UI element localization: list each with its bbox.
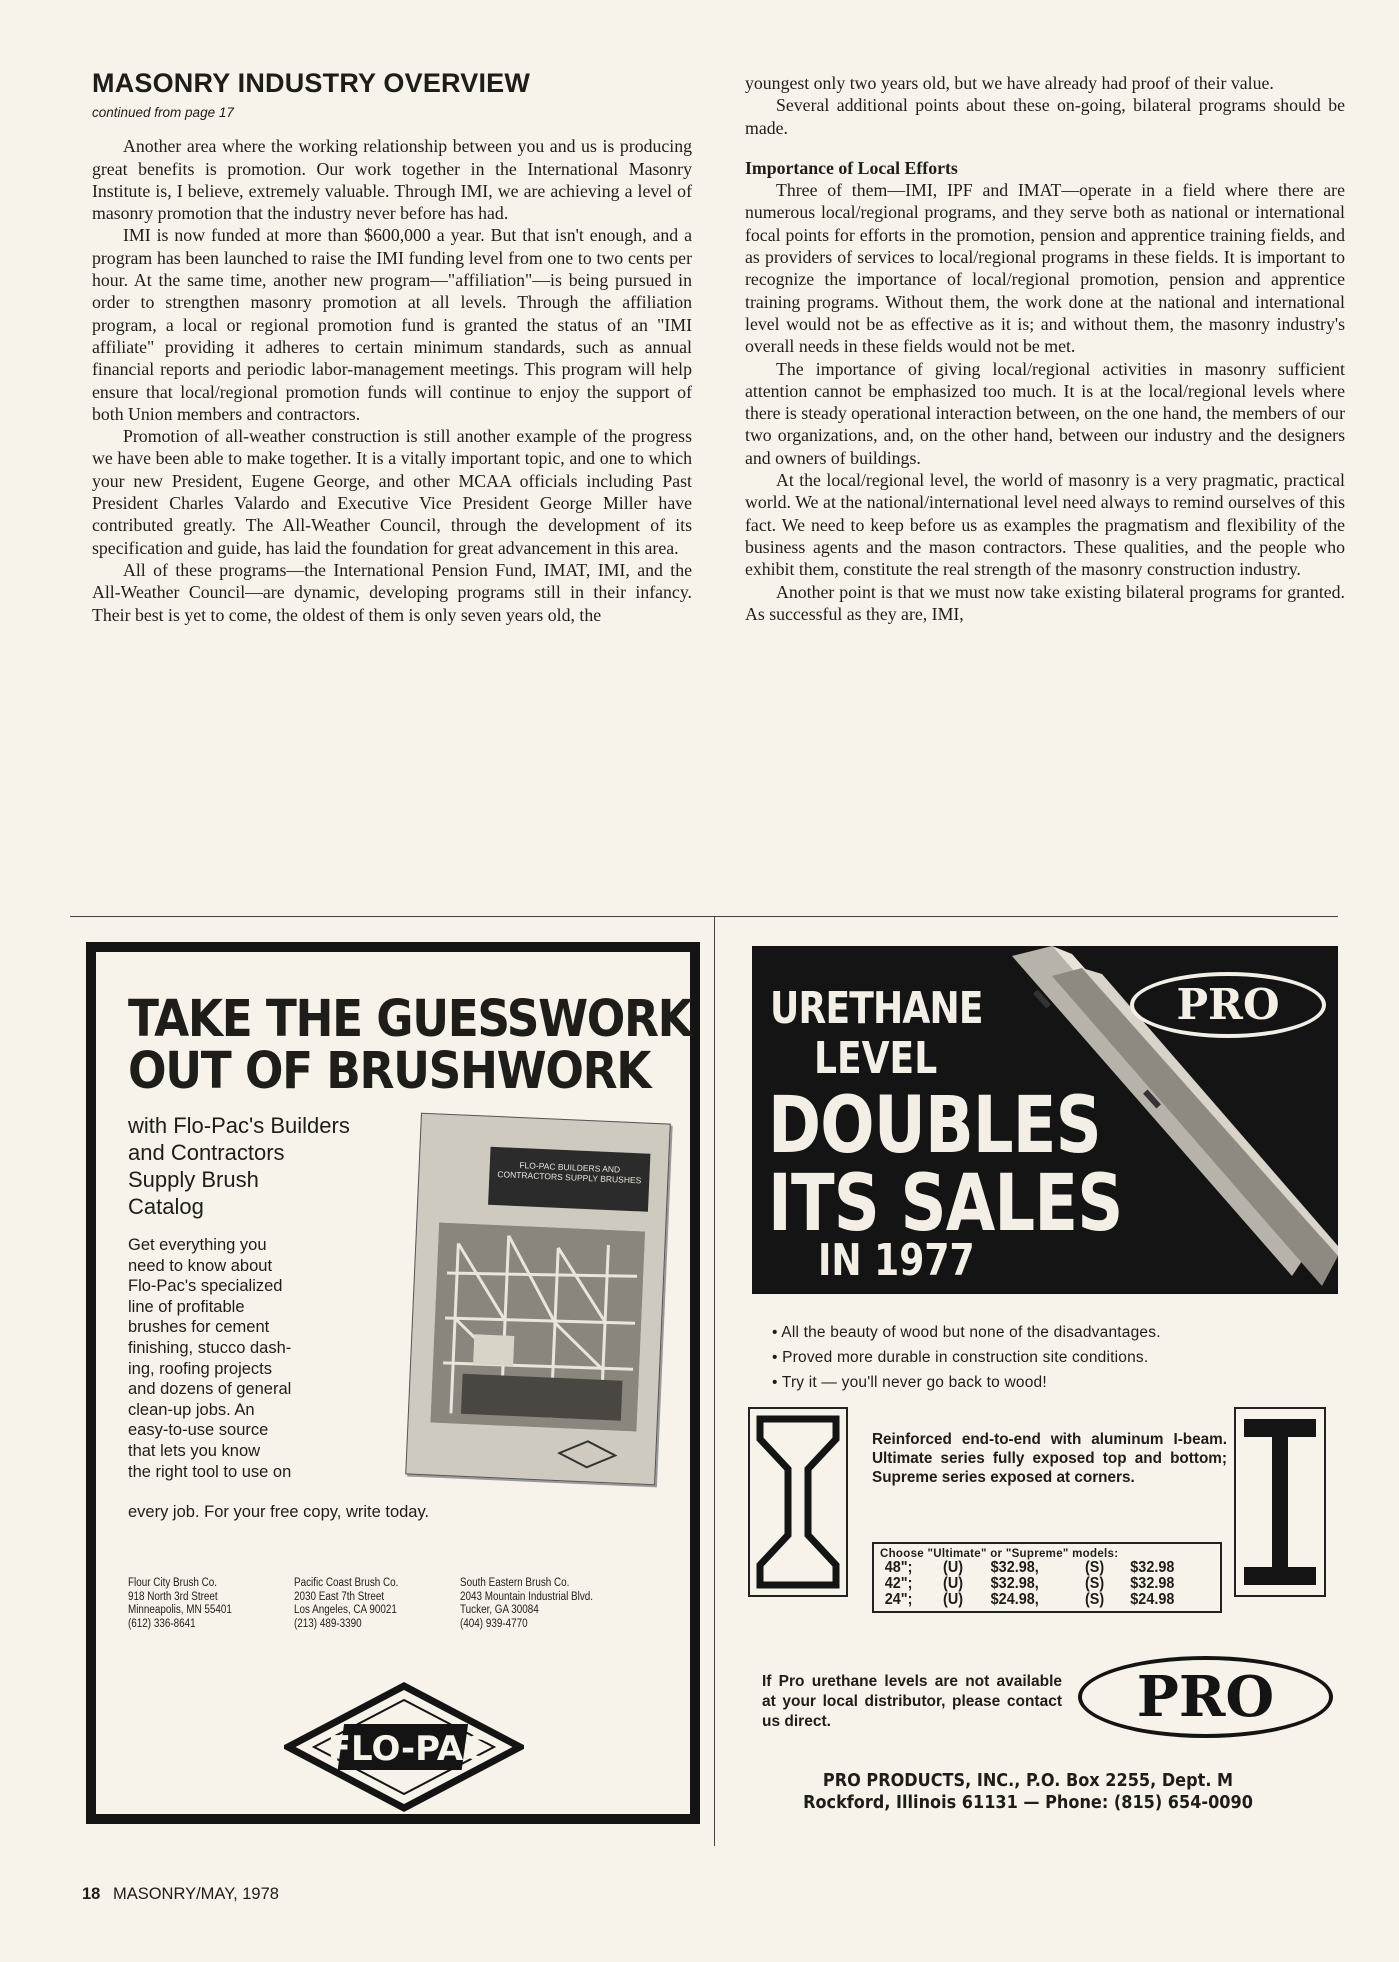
horizontal-divider — [70, 916, 1338, 917]
price-row — [880, 1592, 1214, 1608]
distributor-city: Tucker, GA 30084 — [460, 1604, 539, 1616]
pro-address — [770, 1770, 1285, 1814]
article-paragraph: Promotion of all-weather construction is still another example of the progress we have been able to make together. It is a vitally important topic, and one to which your new President, Eugene George, and other MCAA officials including Past President Charles Valardo and Executive Vice President George Miller have contributed greatly. The All-Weather Council, through the development of its specification and guide, has laid the foundation for great advancement in this area. — [92, 426, 692, 558]
pro-headline-urethane: URETHANE — [770, 983, 983, 1034]
distributor-address — [128, 1577, 279, 1631]
distributor-name: South Eastern Brush Co. — [460, 1577, 570, 1589]
price-supreme-code: (S) — [1084, 1559, 1105, 1576]
publication-info: MASONRY/MAY, 1978 — [112, 1885, 279, 1903]
flopac-body-line: and dozens of general — [128, 1380, 292, 1399]
page-number: 18 — [82, 1885, 101, 1903]
pro-hero-panel — [752, 946, 1338, 1294]
flopac-sub-line: Supply Brush — [128, 1167, 259, 1192]
article-paragraph: Several additional points about these on-going, bilateral programs should be made. — [745, 95, 1345, 138]
distributor-phone: (612) 336-8641 — [128, 1617, 196, 1630]
pro-headline-year: IN 1977 — [818, 1235, 975, 1286]
supreme-beam-diagram — [748, 1407, 848, 1597]
pro-headline-its-sales: ITS SALES — [768, 1159, 1123, 1249]
pro-benefit-item: • Proved more durable in construction site conditions. — [772, 1349, 1149, 1366]
price-supreme: $32.98 — [1130, 1575, 1175, 1592]
price-size: 42"; — [884, 1575, 913, 1592]
distributor-city: Minneapolis, MN 55401 — [128, 1604, 232, 1616]
flopac-body-text — [128, 1235, 358, 1482]
pro-headline-level: LEVEL — [814, 1033, 938, 1084]
article-paragraph: The importance of giving local/regional activities in masonry sufficient attention cannot be emphasized too much. It is at the local/regional levels where there is steady operational interaction between, on the one hand, the members of our two organizations, and, on the other hand, between our industry and the designers and owners of buildings. — [745, 358, 1345, 468]
flopac-headline-line: OUT OF BRUSHWORK — [128, 1042, 651, 1101]
price-supreme: $32.98 — [1130, 1559, 1175, 1576]
price-size: 24"; — [884, 1591, 913, 1608]
flopac-body-line: finishing, stucco dash- — [128, 1338, 292, 1357]
article-left-column — [92, 68, 692, 626]
distributor-street: 2030 East 7th Street — [294, 1590, 385, 1603]
catalog-cover-image — [405, 1113, 671, 1486]
price-ultimate: $24.98, — [990, 1591, 1039, 1608]
catalog-cover-title: FLO-PAC BUILDERS AND CONTRACTORS SUPPLY BRUSHES — [488, 1147, 650, 1212]
price-ultimate-code: (U) — [943, 1559, 964, 1576]
price-ultimate-code: (U) — [943, 1591, 964, 1608]
price-ultimate: $32.98, — [990, 1559, 1039, 1576]
distributor-street: 918 North 3rd Street — [128, 1590, 218, 1603]
flopac-body-line: that lets you know — [128, 1441, 261, 1460]
flopac-body-line: ing, roofing projects — [128, 1359, 272, 1378]
ultimate-i-beam-icon — [1236, 1409, 1324, 1595]
flopac-body-line: the right tool to use on — [128, 1462, 292, 1481]
pro-products-advertisement — [748, 942, 1340, 1842]
article-paragraph: Three of them—IMI, IPF and IMAT—operate in a field where there are numerous local/regional programs, and they serve both as national or international focal points for efforts in the promotion, pension and apprentice training fields, and as providers of services to local/regional programs in these fields. It is important to recognize the importance of local/regional promotion, pension and apprentice training programs. Without them, the work done at the national and international level would not be as effective as it is; and without them, the masonry industry's overall needs in these fields would not be met. — [745, 180, 1345, 357]
price-size: 48"; — [884, 1559, 913, 1576]
price-supreme: $24.98 — [1130, 1591, 1175, 1608]
pro-contact-text: If Pro urethane levels are not available at your local distributor, please contact us direct. — [762, 1673, 1062, 1730]
page-footer — [82, 1885, 279, 1904]
ultimate-beam-diagram — [1234, 1407, 1326, 1597]
flopac-headline — [128, 990, 692, 1101]
article-paragraph: At the local/regional level, the world of masonry is a very pragmatic, practical world. We at the national/international level need always to remind ourselves of this fact. We need to keep before us as examples the pragmatism and flexibility of the business agents and the mason contractors. These qualities, and the people who exhibit them, constitute the real strength of the masonry construction industry. — [745, 470, 1345, 580]
flopac-subheading — [128, 1112, 428, 1220]
flopac-headline-line: TAKE THE GUESSWORK — [128, 990, 692, 1049]
distributor-street: 2043 Mountain Industrial Blvd. — [460, 1590, 594, 1603]
model-price-table — [872, 1542, 1222, 1613]
flopac-body-line: need to know about — [128, 1256, 273, 1275]
flopac-body-tail: every job. For your free copy, write today. — [128, 1503, 430, 1521]
article-subhead: Importance of Local Efforts — [745, 157, 958, 178]
price-row — [880, 1576, 1214, 1592]
distributor-name: Pacific Coast Brush Co. — [294, 1577, 399, 1589]
flopac-body-line: clean-up jobs. An — [128, 1400, 255, 1419]
pro-badge-logo: PRO — [1130, 972, 1326, 1038]
flopac-sub-line: and Contractors — [128, 1140, 285, 1165]
pro-oval-logo: PRO — [1078, 1656, 1333, 1738]
pro-address-line: Rockford, Illinois 61131 — Phone: (815) 654-0090 — [803, 1793, 1253, 1813]
continued-note: continued from page 17 — [92, 105, 234, 120]
flopac-sub-line: with Flo-Pac's Builders — [128, 1113, 350, 1138]
article-paragraph: Another point is that we must now take existing bilateral programs for granted. As successful as they are, IMI, — [745, 581, 1345, 624]
distributor-phone: (404) 939-4770 — [460, 1617, 528, 1630]
price-supreme-code: (S) — [1084, 1575, 1105, 1592]
price-ultimate: $32.98, — [990, 1575, 1039, 1592]
price-supreme-code: (S) — [1084, 1591, 1105, 1608]
flopac-body-line: brushes for cement — [128, 1318, 270, 1337]
flopac-body-line: Get everything you — [128, 1236, 267, 1254]
pro-benefit-item: • All the beauty of wood but none of the disadvantages. — [772, 1324, 1161, 1341]
flopac-body-line: easy-to-use source — [128, 1421, 269, 1440]
price-ultimate-code: (U) — [943, 1575, 964, 1592]
flopac-body-line: line of profitable — [128, 1297, 245, 1316]
pro-benefit-item: • Try it — you'll never go back to wood! — [772, 1374, 1047, 1391]
article-headline: MASONRY INDUSTRY OVERVIEW — [92, 68, 531, 98]
catalog-logo-icon — [557, 1438, 618, 1471]
distributor-city: Los Angeles, CA 90021 — [294, 1604, 397, 1616]
distributor-address — [460, 1577, 632, 1631]
scaffold-illustration-icon — [431, 1223, 646, 1432]
vertical-divider — [714, 916, 715, 1846]
article-paragraph: IMI is now funded at more than $600,000 a year. But that isn't enough, and a program has been launched to raise the IMI funding level from one to two cents per hour. At the same time, another new program—"affiliation"—is being pursued in order to strengthen masonry promotion at all levels. Through the affiliation program, a local or regional promotion fund is granted the status of an "IMI affiliate" providing it adheres to certain minimum standards, such as annual financial reports and periodic labor-management meetings. This program will help ensure that local/regional promotion funds will continue to enjoy the support of both Union members and contractors. — [92, 225, 692, 424]
pro-address-line: PRO PRODUCTS, INC., P.O. Box 2255, Dept. M — [822, 1771, 1234, 1791]
article-right-column — [745, 72, 1345, 625]
pro-benefit-list — [772, 1320, 1161, 1395]
distributor-address — [294, 1577, 445, 1631]
article-paragraph: All of these programs—the International Pension Fund, IMAT, IMI, and the All-Weather Council—are dynamic, developing programs still in their infancy. Their best is yet to come, the oldest of them is only seven years old, the — [92, 559, 692, 625]
flopac-body-line: Flo-Pac's specialized — [128, 1277, 283, 1296]
pro-headline-doubles: DOUBLES — [768, 1081, 1101, 1171]
reinforced-description: Reinforced end-to-end with aluminum I-beam. Ultimate series fully exposed top and bottom; Supreme series exposed at corners. — [872, 1431, 1227, 1486]
article-paragraph: Another area where the working relationship between you and us is producing great benefits is promotion. Our work together in the International Masonry Institute is, I believe, extremely valuable. Through IMI, we are achieving a level of masonry promotion that the industry never before has had. — [92, 136, 692, 224]
flopac-advertisement — [86, 942, 700, 1824]
supreme-i-beam-icon — [750, 1409, 846, 1595]
price-table-caption: Choose "Ultimate" or "Supreme" models: — [880, 1548, 1119, 1560]
flopac-logo-text: FLO-PAC — [327, 1729, 489, 1769]
price-row — [880, 1560, 1214, 1576]
distributor-name: Flour City Brush Co. — [128, 1577, 218, 1589]
distributor-phone: (213) 489-3390 — [294, 1617, 362, 1630]
flopac-logo-icon — [284, 1682, 524, 1812]
flopac-sub-line: Catalog — [128, 1194, 204, 1219]
article-paragraph: youngest only two years old, but we have already had proof of their value. — [745, 73, 1274, 93]
